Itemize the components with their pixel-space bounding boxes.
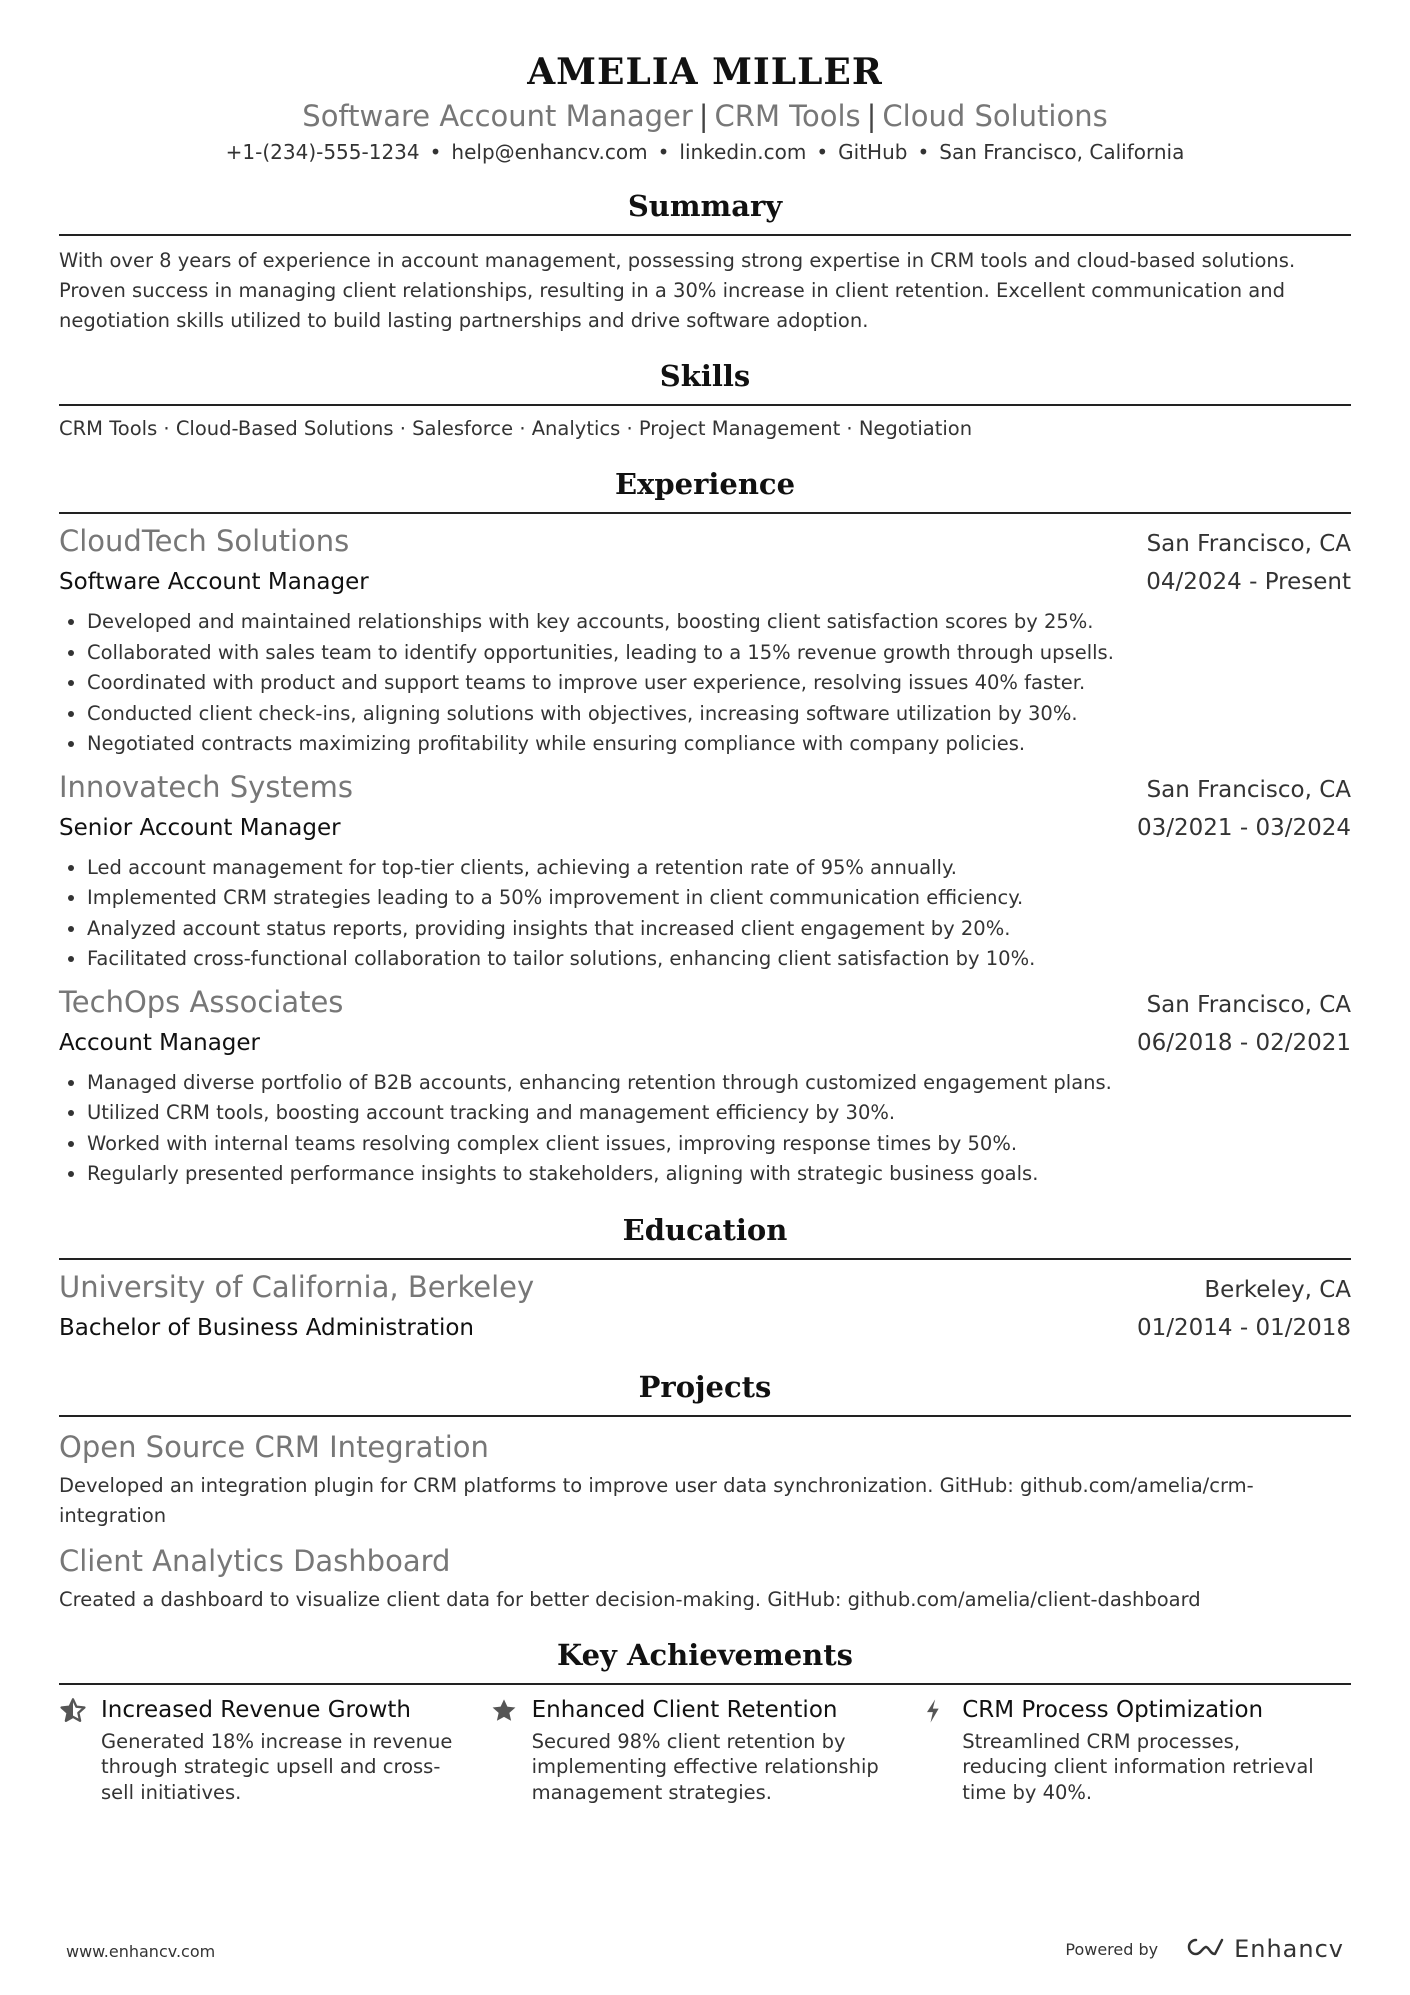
- project-entry: [59, 1427, 1351, 1531]
- job-bullet: • Collaborated with sales team to identify opportunities, leading to a 15% revenue growth through upsells.: [87, 638, 1351, 669]
- job-bullet: • Conducted client check-ins, aligning solutions with objectives, increasing software utilization by 30%.: [87, 699, 1351, 730]
- star-half-icon: [59, 1693, 101, 1806]
- achievement-title: Enhanced Client Retention: [531, 1696, 838, 1723]
- project-description: Created a dashboard to visualize client data for better decision-making. GitHub: github.com/amelia/client-dashboard: [59, 1587, 1201, 1611]
- star-icon: [490, 1693, 532, 1806]
- job-bullet: • Coordinated with product and support teams to improve user experience, resolving issues 40% faster.: [87, 668, 1351, 699]
- summary-heading: Summary: [59, 186, 1351, 236]
- job-dates: 06/2018 - 02/2021: [1136, 1029, 1351, 1056]
- project-name: Open Source CRM Integration: [59, 1429, 489, 1464]
- achievement-description: Generated 18% increase in revenue through strategic upsell and cross-sell initiatives.: [101, 1729, 453, 1804]
- education-dates: 01/2014 - 01/2018: [1136, 1314, 1351, 1341]
- project-name: Client Analytics Dashboard: [59, 1543, 451, 1578]
- enhancv-brand[interactable]: Enhancv: [1234, 1935, 1344, 1963]
- footer-branding: [1065, 1935, 1344, 1963]
- achievements-grid: [59, 1693, 1351, 1806]
- github-link[interactable]: GitHub: [838, 140, 908, 164]
- job-bullet: • Analyzed account status reports, providing insights that increased client engagement by 20%.: [87, 914, 1351, 945]
- job-role: Account Manager: [59, 1029, 260, 1056]
- headline-title: CRM Tools: [714, 99, 861, 133]
- headline-separator: |: [866, 99, 877, 133]
- school-name: University of California, Berkeley: [59, 1269, 535, 1304]
- lightning-icon: [920, 1693, 962, 1806]
- job-bullet: • Managed diverse portfolio of B2B accounts, enhancing retention through customized engagement plans.: [87, 1068, 1351, 1099]
- candidate-name: AMELIA MILLER: [527, 51, 883, 93]
- job-dates: 03/2021 - 03/2024: [1136, 814, 1351, 841]
- footer-website-link[interactable]: www.enhancv.com: [66, 1942, 216, 1961]
- phone: +1-(234)-555-1234: [225, 140, 420, 164]
- job-bullet: • Led account management for top-tier clients, achieving a retention rate of 95% annually.: [87, 853, 1351, 884]
- powered-by-label: Powered by: [1065, 1939, 1159, 1959]
- achievement-description: Secured 98% client retention by implementing effective relationship management strategies.: [531, 1729, 879, 1804]
- job-bullets: [59, 607, 1351, 760]
- achievement-item: [920, 1693, 1351, 1806]
- education-entry: [59, 1268, 1351, 1347]
- contact-separator: •: [657, 140, 670, 164]
- company-name: Innovatech Systems: [59, 769, 353, 804]
- achievement-item: [490, 1693, 921, 1806]
- job-entry: [59, 983, 1351, 1190]
- job-location: San Francisco, CA: [1146, 776, 1351, 803]
- job-location: San Francisco, CA: [1146, 531, 1351, 557]
- job-bullets: [59, 853, 1351, 975]
- headline-title: Cloud Solutions: [882, 99, 1108, 133]
- job-bullets: [59, 1068, 1351, 1190]
- headline-title: Software Account Manager: [302, 99, 693, 133]
- achievement-title: Increased Revenue Growth: [101, 1696, 411, 1723]
- company-name: CloudTech Solutions: [59, 524, 350, 558]
- job-bullet: • Regularly presented performance insights to stakeholders, aligning with strategic business goals.: [87, 1159, 1351, 1190]
- achievement-title: CRM Process Optimization: [962, 1696, 1264, 1723]
- achievements-heading: Key Achievements: [59, 1635, 1351, 1685]
- contact-separator: •: [917, 140, 930, 164]
- headline: [59, 96, 1351, 136]
- experience-heading: Experience: [59, 464, 1351, 514]
- contact-separator: •: [816, 140, 829, 164]
- job-bullet: • Utilized CRM tools, boosting account tracking and management efficiency by 30%.: [87, 1098, 1351, 1129]
- summary-text: With over 8 years of experience in account management, possessing strong expertise in CRM tools and cloud-based solutions. Proven success in managing client relationships, resulting in a 30% increase in client retention. Excellent communication and negotiation skills utilized to build lasting partnerships and drive software adoption.: [59, 249, 1296, 332]
- job-dates: 04/2024 - Present: [1146, 569, 1351, 595]
- job-bullet: • Facilitated cross-functional collaboration to tailor solutions, enhancing client satisfaction by 10%.: [87, 944, 1351, 975]
- job-role: Software Account Manager: [59, 569, 369, 595]
- skills-heading: Skills: [59, 356, 1351, 406]
- enhancv-logo-icon: [1182, 1935, 1226, 1963]
- contact-line: [59, 138, 1351, 166]
- degree: Bachelor of Business Administration: [59, 1314, 474, 1341]
- job-entry: [59, 522, 1351, 760]
- achievement-description: Streamlined CRM processes, reducing client information retrieval time by 40%.: [962, 1729, 1314, 1804]
- job-bullet: • Negotiated contracts maximizing profitability while ensuring compliance with company policies.: [87, 729, 1351, 760]
- linkedin-link[interactable]: linkedin.com: [679, 140, 807, 164]
- headline-separator: |: [698, 99, 709, 133]
- location: San Francisco, California: [939, 140, 1185, 164]
- project-entry: [59, 1541, 1351, 1615]
- projects-heading: Projects: [59, 1367, 1351, 1417]
- job-location: San Francisco, CA: [1146, 991, 1351, 1018]
- resume-header: [59, 0, 1351, 166]
- achievement-item: [59, 1693, 490, 1806]
- skills-list: CRM Tools · Cloud-Based Solutions · Salesforce · Analytics · Project Management · Negotiation: [59, 417, 973, 440]
- company-name: TechOps Associates: [59, 984, 344, 1019]
- email-link[interactable]: help@enhancv.com: [451, 140, 648, 164]
- education-heading: Education: [59, 1210, 1351, 1260]
- job-bullet: • Developed and maintained relationships with key accounts, boosting client satisfaction scores by 25%.: [87, 607, 1351, 638]
- contact-separator: •: [429, 140, 442, 164]
- school-location: Berkeley, CA: [1204, 1276, 1351, 1303]
- job-entry: [59, 768, 1351, 975]
- project-description: Developed an integration plugin for CRM platforms to improve user data synchronization. GitHub: github.com/amelia/crm-integration: [59, 1473, 1254, 1527]
- job-role: Senior Account Manager: [59, 814, 341, 841]
- job-bullet: • Implemented CRM strategies leading to a 50% improvement in client communication efficiency.: [87, 883, 1351, 914]
- job-bullet: • Worked with internal teams resolving complex client issues, improving response times by 50%.: [87, 1129, 1351, 1160]
